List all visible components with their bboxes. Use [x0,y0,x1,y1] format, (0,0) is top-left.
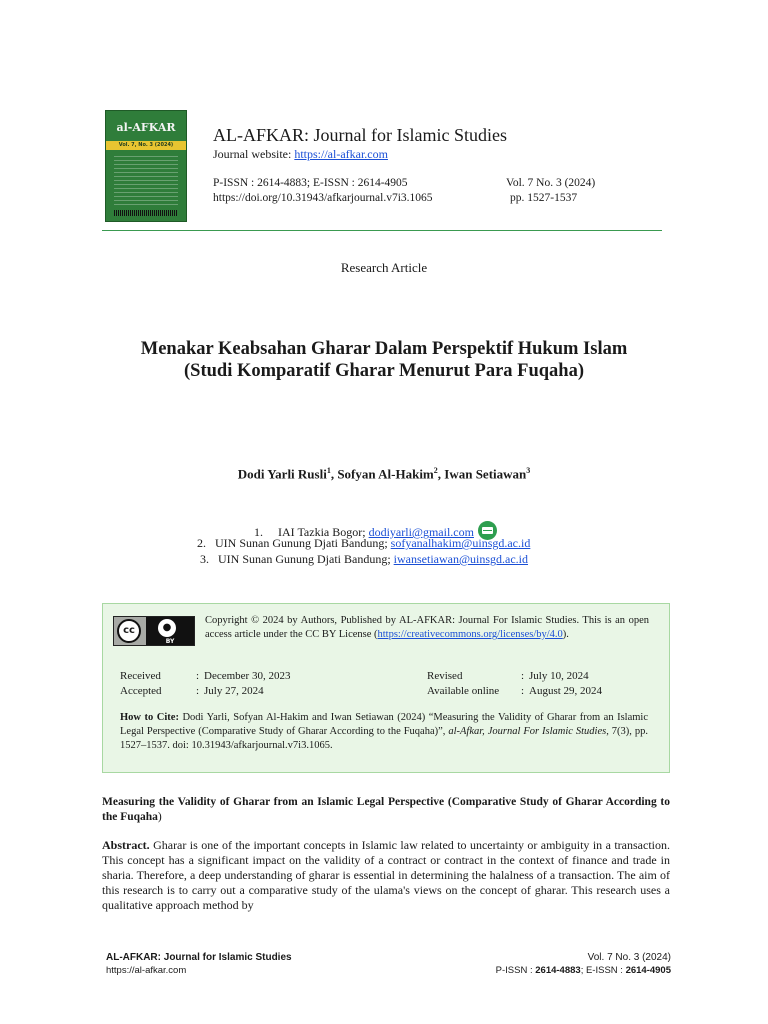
article-title [80,338,688,382]
available-online-date: August 29, 2024 [529,685,603,697]
journal-website [213,147,388,162]
abstract-text: Gharar is one of the important concepts in Islamic law related to uncertainty or ambiguity in a transaction. This concept has a significant impact on the validity of a contract or contract in the context of finance and trade in sharia. Therefore, a deep understanding of gharar is essential in determining the halalness of a transaction. The aim of this research is to carry out a comparative study of the ulama's views on the concept of gharar. This research uses a qualitative approach method by [102,838,670,912]
author-name: Sofyan Al-Hakim [337,466,434,482]
accepted-label: Accepted [120,685,162,697]
affiliation-email-link[interactable]: dodiyarli@gmail.com [368,525,474,539]
footer-volume: Vol. 7 No. 3 (2024) [587,952,671,963]
author-name: Iwan Setiawan [444,466,527,482]
date-colon: : [196,685,200,697]
english-title-close: ) [157,811,162,823]
footer-journal-name: AL-AFKAR: Journal for Islamic Studies [106,952,292,963]
footer-e-issn: 2614-4905 [625,965,671,976]
journal-website-label: Journal website: [213,147,295,161]
cover-volume-band: Vol. 7, No. 3 (2024) [106,141,186,150]
affiliation-institution: UIN Sunan Gunung Djati Bandung; [215,536,391,550]
cc-icon: cc [117,619,141,643]
article-doi-link[interactable]: https://doi.org/10.31943/afkarjournal.v7i3.1065 [213,192,433,204]
author-separator: , [437,466,445,482]
copyright-end: ). [562,629,569,640]
cover-text-block [114,156,178,206]
article-title-line1: Menakar Keabsahan Gharar Dalam Perspektif Hukum Islam [140,339,628,359]
footer-issn [496,965,671,976]
author-sup: 1 [326,466,331,475]
affiliation-number: 2. [197,536,206,550]
article-type: Research Article [340,260,428,275]
accepted-date: July 27, 2024 [204,685,264,697]
affiliation-number: 3. [200,552,209,566]
journal-cover-image [105,110,187,222]
affiliation-email-link[interactable]: iwansetiawan@uinsgd.ac.id [393,552,529,566]
abstract [102,838,670,913]
copyright-text: Copyright © 2024 by Authors, Published by AL-AFKAR: Journal For Islamic Studies. This is an open access article under the CC BY License ( [205,615,649,640]
journal-name: AL-AFKAR: Journal for Islamic Studies [213,125,507,145]
by-label: BY [165,638,175,645]
citation-journal: al-Afkar, Journal For Islamic Studies [448,726,607,737]
english-title [102,795,670,825]
article-title-line2: (Studi Komparatif Gharar Menurut Para Fuqaha) [184,361,584,381]
copyright-notice [205,614,649,642]
cc-by-badge[interactable] [113,616,195,646]
journal-volume: Vol. 7 No. 3 (2024) [506,177,596,189]
affiliation-email-link[interactable]: sofyanalhakim@uinsgd.ac.id [390,536,531,550]
affiliation-institution: IAI Tazkia Bogor; [278,525,369,539]
cover-title: al-AFKAR [116,121,176,134]
article-pages: pp. 1527-1537 [510,192,578,204]
available-online-label: Available online [427,685,500,697]
revised-date: July 10, 2024 [529,670,589,682]
journal-issn: P-ISSN : 2614-4883; E-ISSN : 2614-4905 [213,177,408,189]
affiliation-item [197,536,530,551]
footer-e-issn-label: ; E-ISSN : [580,965,626,976]
article-info-box [102,603,670,773]
author-sup: 2 [433,466,438,475]
footer-p-issn: 2614-4883 [535,965,581,976]
footer-p-issn-label: P-ISSN : [495,965,536,976]
by-panel [146,617,194,645]
author-sup: 3 [526,466,531,475]
author-separator: , [330,466,338,482]
citation-text: Dodi Yarli, Sofyan Al-Hakim and Iwan Setiawan (2024) “Measuring the Validity of Gharar from an Islamic Legal Perspective (Comparative Study of Gharar According to the Fuqaha)”, [120,712,648,737]
received-label: Received [120,670,161,682]
english-title-text: Measuring the Validity of Gharar from an Islamic Legal Perspective (Comparative Study of Gharar According to the Fuqaha [102,796,670,823]
cover-barcode [114,210,178,216]
date-colon: : [521,685,525,697]
author-name: Dodi Yarli Rusli [237,466,327,482]
abstract-label: Abstract. [102,838,150,852]
received-date: December 30, 2023 [204,670,291,682]
person-icon: ● [158,619,176,637]
affiliation-institution: UIN Sunan Gunung Djati Bandung; [218,552,394,566]
citation-text-end: , 7(3), pp. 1527–1537. doi: 10.31943/afkarjournal.v7i3.1065. [120,726,648,751]
date-colon: : [196,670,200,682]
how-to-cite-label: How to Cite: [120,712,179,723]
affiliation-item [200,552,528,567]
affiliation-number: 1. [254,525,263,539]
license-link[interactable]: https://creativecommons.org/licenses/by/4.0 [377,629,563,640]
journal-website-link[interactable]: https://al-afkar.com [294,147,388,161]
author-list [0,466,768,482]
header-divider [102,230,662,231]
how-to-cite [120,711,648,753]
revised-label: Revised [427,670,463,682]
footer-journal-url[interactable]: https://al-afkar.com [106,965,187,976]
date-colon: : [521,670,525,682]
